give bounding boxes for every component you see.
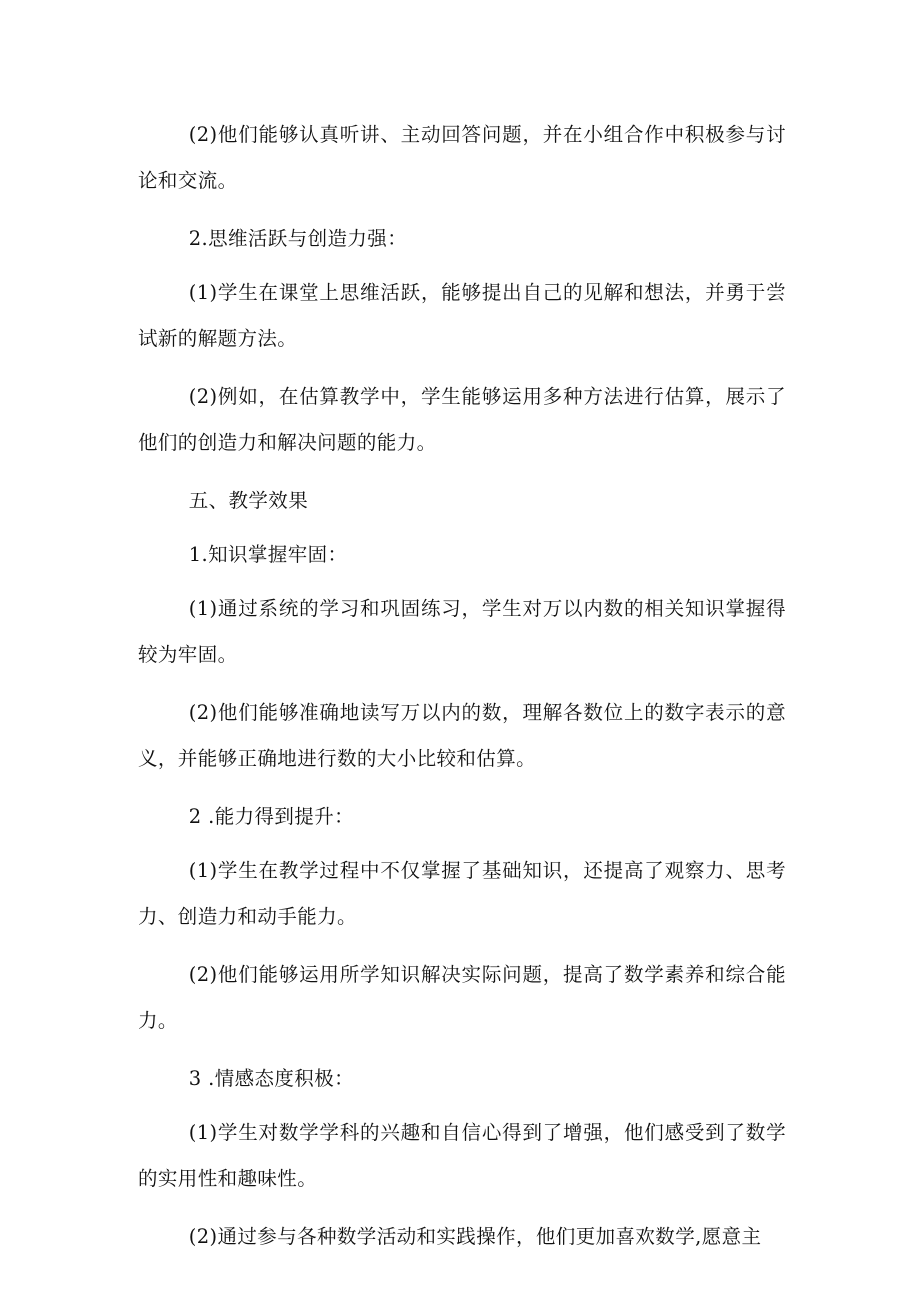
paragraph-1: (2)他们能够认真听讲、主动回答问题，并在小组合作中积极参与讨论和交流。 <box>138 123 786 192</box>
paragraph-9-heading: 2 .能力得到提升： <box>188 805 354 828</box>
paragraph-12-heading: 3 .情感态度积极： <box>188 1067 354 1090</box>
paragraph-13: (1)学生对数学学科的兴趣和自信心得到了增强，他们感受到了数学的实用性和趣味性。 <box>138 1121 786 1190</box>
paragraph-10: (1)学生在教学过程中不仅掌握了基础知识，还提高了观察力、思考力、创造力和动手能力。 <box>138 859 786 928</box>
paragraph-14: (2)通过参与各种数学活动和实践操作，他们更加喜欢数学,愿意主 <box>188 1225 762 1248</box>
paragraph-7: (1)通过系统的学习和巩固练习，学生对万以内数的相关知识掌握得较为牢固。 <box>138 597 786 666</box>
paragraph-3: (1)学生在课堂上思维活跃，能够提出自己的见解和想法，并勇于尝试新的解题方法。 <box>138 281 786 350</box>
document-body <box>138 112 786 1268</box>
paragraph-6-heading: 1.知识掌握牢固： <box>188 543 348 566</box>
paragraph-8: (2)他们能够准确地读写万以内的数，理解各数位上的数字表示的意义，并能够正确地进行数的大小比较和估算。 <box>138 701 786 770</box>
paragraph-2-heading: 2.思维活跃与创造力强： <box>188 227 408 250</box>
section-heading-teaching-effect: 五、教学效果 <box>188 489 309 512</box>
paragraph-11: (2)他们能够运用所学知识解决实际问题，提高了数学素养和综合能力。 <box>138 963 786 1032</box>
paragraph-4: (2)例如，在估算教学中，学生能够运用多种方法进行估算，展示了他们的创造力和解决问题的能力。 <box>138 385 786 454</box>
